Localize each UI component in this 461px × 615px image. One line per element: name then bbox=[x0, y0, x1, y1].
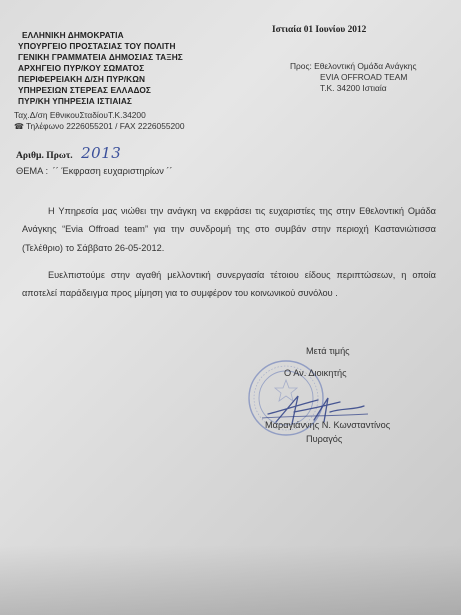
signatory-rank: Πυραγός bbox=[306, 434, 343, 444]
recipient-name: Εθελοντική Ομάδα Ανάγκης bbox=[314, 61, 417, 71]
closing-salutation: Μετά τιμής bbox=[306, 346, 350, 356]
signatory-name: Μαραγιάννης Ν. Κωνσταντίνος bbox=[265, 420, 391, 430]
letterhead-line-services: ΥΠΗΡΕΣΙΩΝ ΣΤΕΡΕΑΣ ΕΛΛΑΔΟΣ bbox=[18, 85, 152, 95]
body-paragraph-2: Ευελπιστούμε στην αγαθή μελλοντική συνεργασία τέτοιου είδους περιπτώσεων, η οποία αποτελεί παράδειγμα προς μίμηση για το συμφέρον του κοινωνικού συνόλου . bbox=[22, 269, 436, 299]
telephone-icon: ☎ bbox=[14, 122, 24, 131]
sender-phone-text: Τηλέφωνο 2226055201 / FAX 2226055200 bbox=[25, 121, 185, 131]
protocol-number bbox=[16, 144, 121, 162]
recipient-postcode: Τ.Κ. 34200 Ιστιαία bbox=[320, 83, 387, 93]
body-paragraph-1: Η Υπηρεσία μας νιώθει την ανάγκη να εκφράσει τις ευχαριστίες της στην Εθελοντική Ομάδα Ανάγκης “Evia Offroad team” για την συνδρομή της στο συμβάν στην περιοχή Καστανιώτισσα (Τελέθριο) το Σάββατο 26-05-2012. bbox=[22, 206, 436, 253]
subject-label: ΘΕΜΑ : bbox=[16, 166, 49, 176]
letterhead-line-headquarters: ΑΡΧΗΓΕΙΟ ΠΥΡ/ΚΟΥ ΣΩΜΑΤΟΣ bbox=[18, 63, 145, 73]
subject-text: ´´ Έκφραση ευχαριστηρίων ´´ bbox=[52, 166, 173, 176]
letterhead-line-republic: ΕΛΛΗΝΙΚΗ ΔΗΜΟΚΡΑΤΙΑ bbox=[22, 30, 124, 40]
sender-address: Ταχ.Δ/ση ΕθνικουΣταδίουΤ.Κ.34200 bbox=[14, 110, 146, 120]
protocol-handwritten-number: 2013 bbox=[81, 144, 122, 162]
recipient-block bbox=[290, 61, 416, 94]
letterhead-line-ministry: ΥΠΟΥΡΓΕΙΟ ΠΡΟΣΤΑΣΙΑΣ ΤΟΥ ΠΟΛΙΤΗ bbox=[18, 41, 176, 51]
letterhead bbox=[18, 30, 183, 107]
signatory-title: Ο Αν. Διοικητής bbox=[284, 368, 347, 378]
sender-address-block bbox=[14, 110, 184, 132]
letter-body bbox=[22, 202, 436, 302]
letterhead-line-secretariat: ΓΕΝΙΚΗ ΓΡΑΜΜΑΤΕΙΑ ΔΗΜΟΣΙΑΣ ΤΑΞΗΣ bbox=[18, 52, 183, 62]
letterhead-line-regional-directorate: ΠΕΡΙΦΕΡΕΙΑΚΗ Δ/ΣΗ ΠΥΡ/ΚΩΝ bbox=[18, 74, 146, 84]
recipient-team: EVIA OFFROAD TEAM bbox=[320, 72, 408, 82]
recipient-prefix: Προς: bbox=[290, 61, 312, 71]
letterhead-line-fire-service: ΠΥΡ/ΚΗ ΥΠΗΡΕΣΙΑ ΙΣΤΙΑΙΑΣ bbox=[18, 96, 132, 106]
recipient-line-1 bbox=[290, 61, 416, 72]
sender-phone bbox=[14, 121, 184, 132]
document-date: Ιστιαία 01 Ιουνίου 2012 bbox=[272, 25, 367, 35]
protocol-label: Αριθμ. Πρωτ. bbox=[16, 150, 73, 161]
subject-line bbox=[16, 166, 173, 176]
